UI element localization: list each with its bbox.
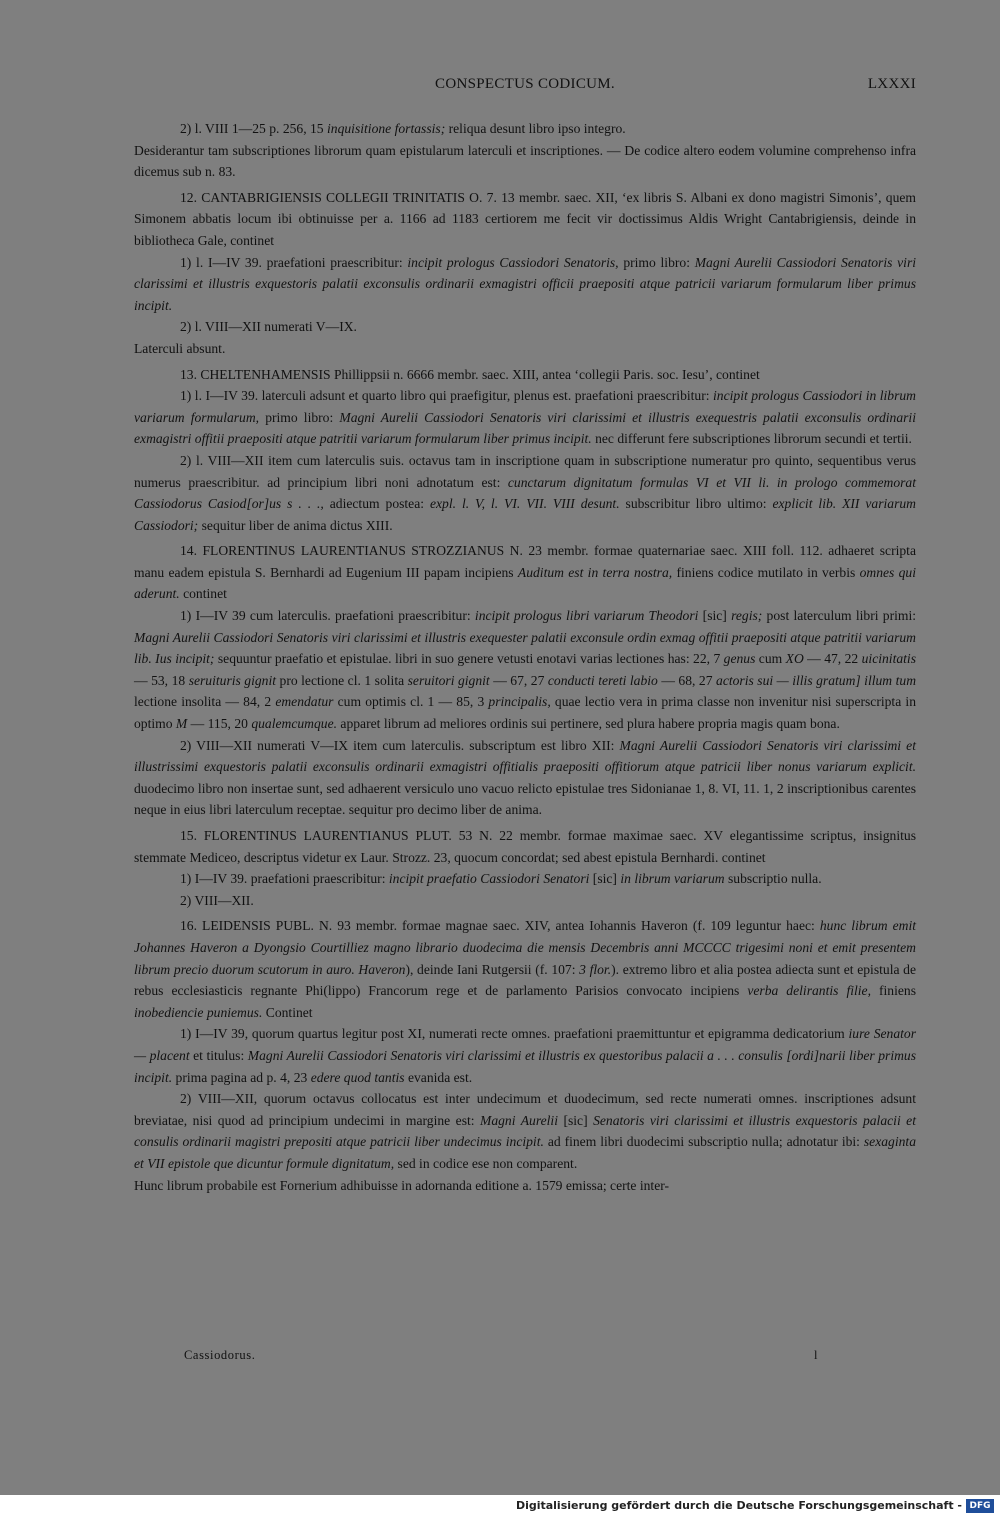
body-text (134, 118, 916, 1196)
paragraph: 15. FLORENTINUS LAURENTIANUS PLUT. 53 N. 22 membr. formae maximae saec. XV elegantissime scriptus, insignitus stemmate Mediceo, descriptus videtur ex Laur. Strozz. 23, quocum concordat; sed abest epistula Bernhardi. continet (134, 828, 916, 865)
funding-text: Digitalisierung gefördert durch die Deutsche Forschungsgemeinschaft - (515, 1499, 962, 1512)
paragraph: 1) I—IV 39 cum laterculis. praefationi praescribitur: incipit prologus libri variarum Theodori [sic] regis; post laterculum libri primi: Magni Aurelii Cassiodori Senatoris viri clarissimi et illustris exequester palatii exconsule ordin exmag offitii praepositi atque patritii variarum lib. Ius incipit; sequuntur praefatio et epistulae. libri in suo genere vetusti enotavi varias lectiones has: 22, 7 genus cum XO — 47, 22 uicinitatis — 53, 18 seruituris gignit pro lectione cl. 1 solita seruitori gignit — 67, 27 conducti tereti labio — 68, 27 actoris sui — illis gratum] illum tum lectione insolita — 84, 2 emendatur cum optimis cl. 1 — 85, 3 principalis, quae lectio vera in prima classe non invenitur nisi superscripta in optimo M — 115, 20 qualemcumque. apparet librum ad meliores ordinis sui pertinere, sed plura habere propria magis quam bona. (134, 608, 917, 732)
paragraph: 2) VIII—XII, quorum octavus collocatus est inter undecimum et duodecimum, sed recte numerati omnes. inscriptiones adsunt breviatae, nisi quod ad principium undecimi in margine est: Magni Aurelii [sic] Senatoris viri clarissimi et illustris exquestoris palacii et consulis ordinarii magistri prepositi atque patricii liber undecimus incipit. ad finem libri duodecimi subscriptio nulla; adnotatur ibi: sexaginta et VII epistole que dicuntur formule dignitatum, sed in codice ese non comparent. (134, 1091, 916, 1171)
paragraph: 1) I—IV 39. praefationi praescribitur: incipit praefatio Cassiodori Senatori [sic] in librum variarum subscriptio nulla. (180, 871, 822, 887)
paragraph: 1) l. I—IV 39. praefationi praescribitur: incipit prologus Cassiodori Senatoris, primo libro: Magni Aurelii Cassiodori Senatoris viri clarissimi et illustris exquestoris palatii exconsulis ordinarii exmagistri officii praepositi atque patricii variarum formularum liber primus incipit. (134, 254, 917, 313)
paragraph: 1) l. I—IV 39. laterculi adsunt et quarto libro qui praefigitur, plenus est. praefationi praescribitur: incipit prologus Cassiodori in librum variarum formularum, primo libro: Magni Aurelii Cassiodori Senatoris viri clarissimi et illustris exequestris palatii exconsulis ordinarii exmagistri offitii praepositi atque patritii variarum formularum liber primus incipit. nec differunt fere subscriptiones librorum secundi et tertii. (134, 388, 916, 447)
page-footer (134, 1348, 916, 1368)
paragraph: 2) l. VIII 1—25 p. 256, 15 inquisitione fortassis; reliqua desunt libro ipso integro. (180, 121, 626, 136)
paragraph: 12. CANTABRIGIENSIS COLLEGII TRINITATIS O. 7. 13 membr. saec. XII, ‘ex libris S. Albani ex dono magistri Simonis’, quem Simonem abbatis locum ibi obtinuisse per a. 1166 ad 1183 certiorem me fecit vir doctissimus Aldis Wright Cantabrigiensis, deinde in bibliotheca Gale, continet (134, 189, 916, 248)
funding-bar (0, 1495, 1000, 1519)
paragraph: 2) l. VIII—XII item cum laterculis suis. octavus tam in inscriptione quam in subscriptione numeratur pro quinto, sequentibus verus numerus praescribitur. ad principium libri noni adnotatum est: cunctarum dignitatum formulas VI et VII li. in prologo commemorat Cassiodorus Casiod[or]us s . . ., adiectum postea: expl. l. V, l. VI. VII. VIII desunt. subscribitur libro ultimo: explicit lib. XII variarum Cassiodori; sequitur liber de anima dictus XIII. (134, 452, 917, 533)
running-title: CONSPECTUS CODICUM. (435, 76, 615, 92)
sheet-number: l (814, 1348, 819, 1362)
paragraph: Laterculi absunt. (134, 340, 226, 356)
signature-mark: Cassiodorus. (184, 1348, 256, 1362)
paragraph: 13. CHELTENHAMENSIS Phillippsii n. 6666 membr. saec. XIII, antea ‘collegii Paris. soc. Iesu’, continet (180, 366, 760, 382)
paragraph: 2) VIII—XII numerati V—IX item cum laterculis. subscriptum est libro XII: Magni Aurelii Cassiodori Senatoris viri clarissimi et illustrissimi exquestoris palatii exconsulis ordinarii exmagistri offitialis praepositi offitiorum atque patricii liber nonus variarum explicit. duodecimo libro non insertae sunt, sed adhaerent versiculo uno vacuo relicto epistulae tres Sidonianae 1, 8. VI, 11. 1, 2 inscriptionibus carentes neque in eius libri laterculum receptae. sequitur pro decimo liber de anima. (134, 737, 916, 818)
paragraph: 2) VIII—XII. (180, 892, 254, 908)
paragraph: Desiderantur tam subscriptiones librorum quam epistularum laterculi et inscriptiones. — De codice altero eodem volumine comprehenso infra dicemus sub n. 83. (134, 142, 916, 180)
page-number: LXXXI (867, 76, 916, 92)
paragraph: Hunc librum probabile est Fornerium adhibuisse in adornanda editione a. 1579 emissa; certe inter- (134, 1177, 670, 1193)
paragraph: 1) I—IV 39, quorum quartus legitur post XI, numerati recte omnes. praefationi praemittuntur et epigramma dedicatorium iure Senator — placent et titulus: Magni Aurelii Cassiodori Senatoris viri clarissimi et illustris ex questoribus palacii a . . . consulis [ordi]narii liber primus incipit. prima pagina ad p. 4, 23 edere quod tantis evanida est. (134, 1026, 916, 1085)
paragraph: 14. FLORENTINUS LAURENTIANUS STROZZIANUS N. 23 membr. formae quaternariae saec. XIII foll. 112. adhaeret scripta manu eadem epistula S. Bernhardi ad Eugenium III papam incipiens Auditum est in terra nostra, finiens codice mutilato in verbis omnes qui aderunt. continet (134, 543, 916, 602)
paragraph: 16. LEIDENSIS PUBL. N. 93 membr. formae magnae saec. XIV, antea Iohannis Haveron (f. 109 leguntur haec: hunc librum emit Johannes Haveron a Dyongsio Courtilliez magno librario duodecima die mensis Decembris anni MCCCC trigesimi noni et emit presentem librum precio duorum scutorum in auro. Haveron), deinde Iani Rutgersii (f. 107: 3 flor.). extremo libro et alia postea adiecta sunt et epistula de rebus ecclesiasticis regnante Phi(lippo) Francorum rege et de parlamento Parisios convocato incipiens verba delirantis filie, finiens inobediencie puniemus. Continet (134, 918, 916, 1020)
dfg-logo[interactable]: DFG (966, 1499, 994, 1513)
paragraph: 2) l. VIII—XII numerati V—IX. (180, 319, 357, 335)
running-header (134, 76, 916, 98)
